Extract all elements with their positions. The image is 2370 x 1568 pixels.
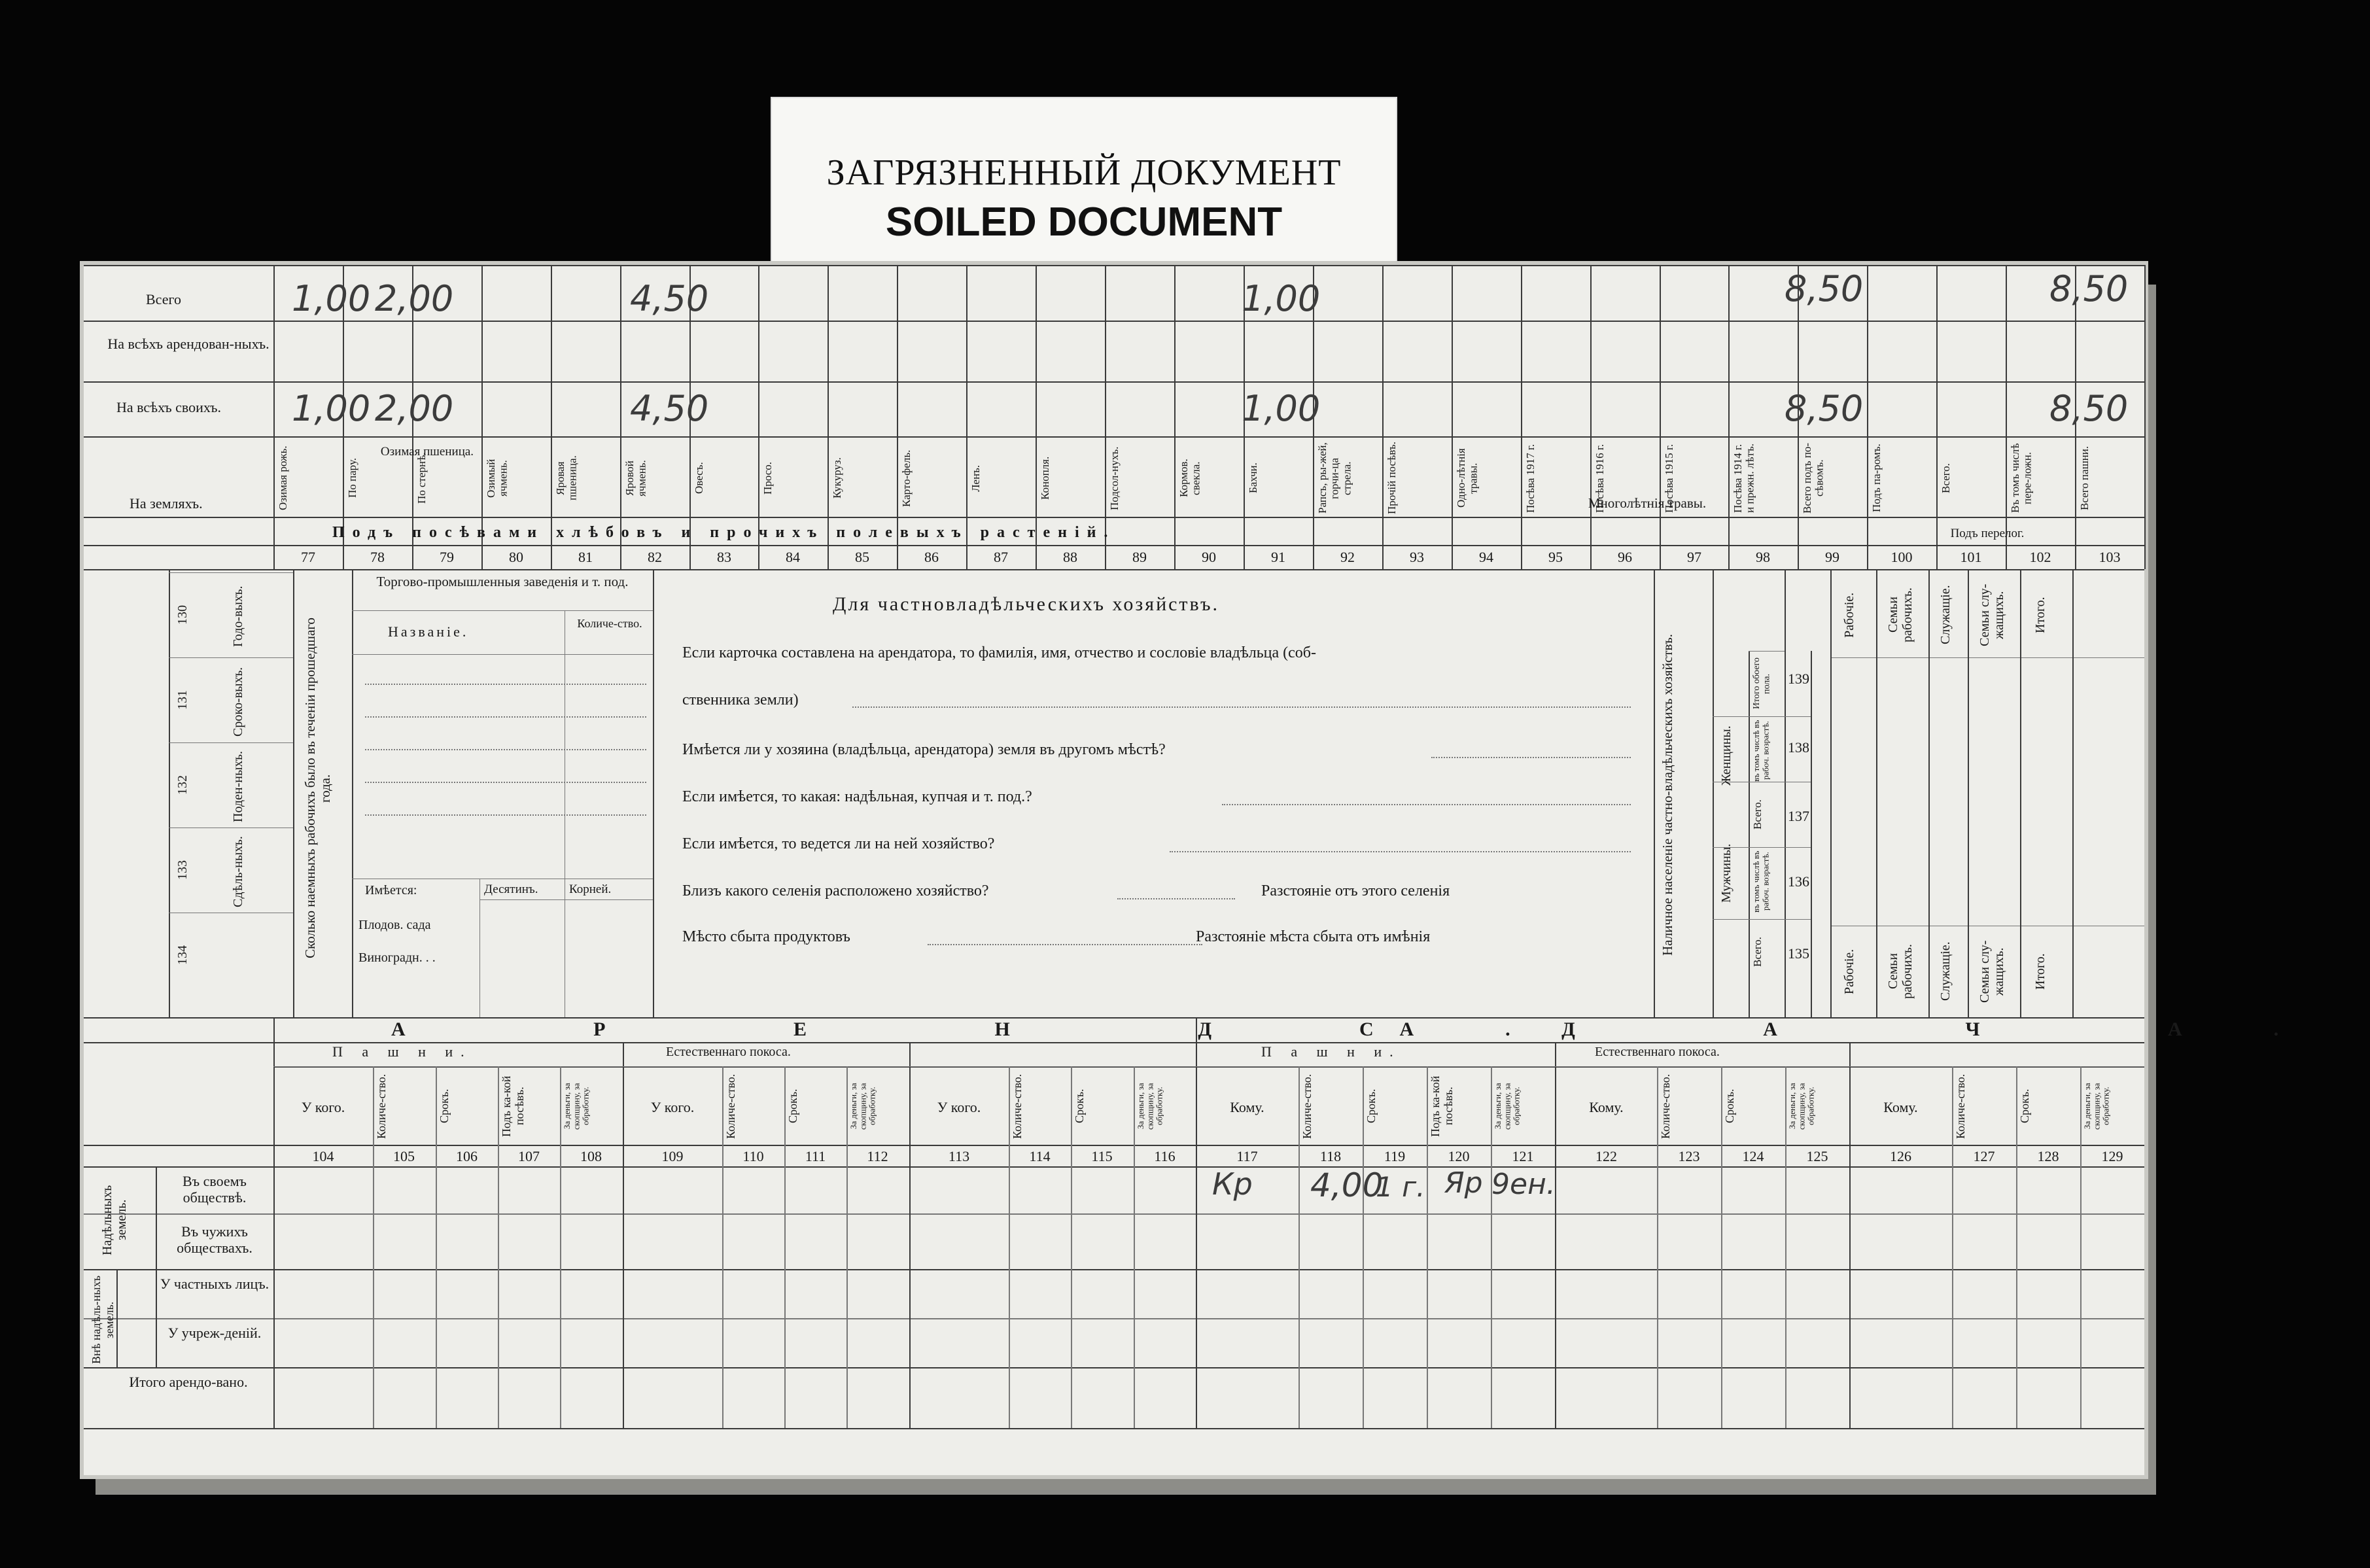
row-total-rented: Итого арендо-вано. xyxy=(129,1374,248,1390)
bottom-col-number: 123 xyxy=(1678,1148,1700,1164)
bottom-col-number: 125 xyxy=(1806,1148,1828,1164)
hw-own-4: 1,00 xyxy=(1242,388,1321,429)
bottom-col-line xyxy=(1071,1066,1072,1428)
bottom-col-number: 124 xyxy=(1742,1148,1764,1164)
bottom-col-number: 129 xyxy=(2101,1148,2123,1164)
top-col-header: Ленъ. xyxy=(969,464,982,492)
orchard-label: Плодов. сада xyxy=(358,918,431,932)
hw-komu: Кр xyxy=(1212,1166,1253,1202)
top-col-number: 91 xyxy=(1271,549,1285,565)
col-worker-families: Семьи рабочихъ. xyxy=(1886,587,1915,642)
bottom-col-header: Подъ ка-кой посѣвъ. xyxy=(1429,1075,1455,1137)
bottom-col-line xyxy=(1721,1066,1722,1428)
bottom-col-header: Кому. xyxy=(1230,1099,1264,1115)
bottom-subheader-line xyxy=(273,1066,2144,1067)
top-col-header: Озимая рожь. xyxy=(277,445,289,511)
bottom-col-number: 118 xyxy=(1319,1148,1342,1164)
bottom-col-header: Срокъ. xyxy=(1365,1089,1378,1124)
top-col-number: 92 xyxy=(1340,549,1355,565)
bottom-col-number: 121 xyxy=(1512,1148,1534,1164)
bottom-col-line xyxy=(373,1066,374,1428)
trade-qty-header: Количе-ство. xyxy=(577,617,642,630)
col-135: 135 xyxy=(1788,945,1809,962)
top-col-header: Посѣва 1914 г. и прежн. лѣтъ. xyxy=(1732,443,1756,514)
bottom-col-number: 104 xyxy=(312,1148,334,1164)
col-employees: Служащіе. xyxy=(1938,585,1953,645)
top-col-line xyxy=(1174,265,1176,569)
top-col-header: Озимый ячмень. xyxy=(485,459,510,498)
top-col-number: 95 xyxy=(1548,549,1563,565)
top-col-number: 85 xyxy=(855,549,869,565)
top-col-header: Кормов. свекла. xyxy=(1177,459,1202,498)
row-rented: На всѣхъ арендован-ныхъ. xyxy=(107,336,270,352)
bottom-col-line xyxy=(1363,1066,1364,1428)
bottom-col-line xyxy=(560,1066,561,1428)
bottom-col-number: 122 xyxy=(1595,1148,1617,1164)
bottom-col-header: У кого. xyxy=(650,1099,695,1115)
top-col-number: 81 xyxy=(578,549,593,565)
bottom-col-header: Кому. xyxy=(1589,1099,1624,1115)
top-col-header: Посѣва 1916 г. xyxy=(1594,444,1606,513)
top-col-number: 78 xyxy=(370,549,385,565)
bottom-col-line xyxy=(846,1066,848,1428)
top-col-header: Бахчи. xyxy=(1247,462,1259,494)
bottom-col-line xyxy=(1657,1066,1658,1428)
top-col-line xyxy=(1660,265,1661,569)
hired-col-number: 130 xyxy=(175,605,190,625)
top-col-header: Подъ па-ромъ. xyxy=(1870,444,1883,513)
col-workers: Рабочіе. xyxy=(1842,592,1856,638)
top-col-number: 80 xyxy=(509,549,523,565)
hw-own-5: 8,50 xyxy=(1785,388,1864,429)
hired-col-label: Сроко-выхъ. xyxy=(231,667,245,737)
top-col-number: 77 xyxy=(301,549,315,565)
col-employee-families-bottom: Семьи слу-жащихъ. xyxy=(1978,940,2006,1003)
bottom-col-header: За деньги, за скопщину, за обработку. xyxy=(2082,1083,2111,1130)
sub-fallow: Подъ перелог. xyxy=(1950,527,2025,540)
hw-own-3: 4,50 xyxy=(630,388,709,429)
bottom-col-line xyxy=(1785,1066,1786,1428)
hw-total-3: 4,50 xyxy=(630,278,709,319)
sdacha-pokos: Естественнаго покоса. xyxy=(1595,1045,1720,1059)
sub-winter-wheat: Озимая пшеница. xyxy=(380,445,474,459)
women-label: Женщины. xyxy=(1719,725,1734,786)
bottom-col-header: За деньги, за скопщину, за обработку. xyxy=(1136,1083,1164,1130)
bottom-col-header: Срокъ. xyxy=(1723,1089,1736,1124)
men-working-label: въ томъ числѣ въ рабоч. возрастѣ. xyxy=(1751,850,1771,913)
bottom-col-header: Срокъ. xyxy=(2018,1089,2031,1124)
col-total-bottom: Итого. xyxy=(2033,953,2048,990)
top-col-line xyxy=(1382,265,1384,569)
desyatin-header: Десятинъ. xyxy=(484,882,538,896)
trade-name-header: Названіе. xyxy=(388,623,469,640)
q-market: Мѣсто сбыта продуктовъ xyxy=(682,928,850,945)
top-col-number: 102 xyxy=(2029,549,2051,565)
row-own: На всѣхъ своихъ. xyxy=(116,399,221,415)
bottom-col-line xyxy=(1491,1066,1492,1428)
top-col-line xyxy=(2006,265,2007,569)
top-col-number: 90 xyxy=(1202,549,1216,565)
korney-header: Корней. xyxy=(569,882,612,896)
bottom-col-header: Количе-ство. xyxy=(724,1073,737,1139)
stamp-russian: ЗАГРЯЗНЕННЫЙ ДОКУМЕНТ xyxy=(826,152,1342,193)
col-136: 136 xyxy=(1788,873,1809,890)
top-col-number: 99 xyxy=(1825,549,1839,565)
row-private-persons: У частныхъ лицъ. xyxy=(160,1276,270,1292)
arenda-pokos: Естественнаго покоса. xyxy=(666,1045,791,1059)
top-col-line xyxy=(2144,265,2146,569)
bottom-col-line xyxy=(1952,1066,1953,1428)
bottom-col-header: За деньги, за скопщину, за обработку. xyxy=(562,1083,591,1130)
bottom-col-line xyxy=(436,1066,437,1428)
top-col-header: Всего. xyxy=(1940,463,1952,493)
population-label: Наличное населеніе частно-владѣльческихъ хозяйствъ. xyxy=(1660,634,1675,956)
col-139: 139 xyxy=(1788,671,1809,687)
top-col-header: Рапсъ, ры-жей, горчи-ца стрела. xyxy=(1316,442,1353,514)
top-col-line xyxy=(1867,265,1868,569)
bottom-col-number: 120 xyxy=(1448,1148,1470,1164)
bottom-col-line xyxy=(1134,1066,1135,1428)
bottom-col-header: Срокъ. xyxy=(1073,1089,1086,1124)
bottom-col-header: За деньги, за скопщину, за обработку. xyxy=(1787,1083,1816,1130)
arenda-title: А Р Е Н Д А. xyxy=(391,1019,1602,1040)
col-worker-families-bottom: Семьи рабочихъ. xyxy=(1886,944,1915,999)
bottom-col-number: 113 xyxy=(948,1148,970,1164)
top-col-header: Посѣва 1917 г. xyxy=(1524,444,1537,513)
col-total: Итого. xyxy=(2033,597,2048,633)
bottom-col-number: 106 xyxy=(456,1148,478,1164)
q-market-distance: Разстояніе мѣста сбыта отъ имѣнія xyxy=(1196,928,1431,945)
top-col-number: 89 xyxy=(1132,549,1147,565)
bottom-col-number: 105 xyxy=(393,1148,415,1164)
bottom-col-line xyxy=(784,1066,786,1428)
workers-question: Сколько наемныхъ рабочихъ было въ теченіи прошедшаго года. xyxy=(302,618,334,959)
bottom-col-line xyxy=(1298,1066,1300,1428)
bottom-col-header: Количе-ство. xyxy=(375,1073,388,1139)
women-total-label: Всего. xyxy=(1751,799,1764,829)
bottom-col-number: 108 xyxy=(580,1148,602,1164)
hired-col-label: Сдѣль-ныхъ. xyxy=(231,836,245,907)
row-institutions: У учреж-деній. xyxy=(167,1325,262,1341)
top-col-header: Овесъ. xyxy=(693,462,705,495)
group-outside: Внѣ надѣль-ныхъ земель. xyxy=(90,1276,116,1364)
top-col-header: Въ томъ числѣ пере-ложн. xyxy=(2009,443,2034,514)
row-own-society: Въ своемъ обществѣ. xyxy=(183,1173,247,1206)
top-col-number: 83 xyxy=(717,549,731,565)
hw-srok: 1 г. xyxy=(1376,1171,1425,1203)
bottom-col-number: 114 xyxy=(1029,1148,1051,1164)
bottom-col-header: За деньги, за скопщину, за обработку. xyxy=(1493,1083,1522,1130)
women-working-label: въ томъ числѣ въ рабоч. возрастѣ. xyxy=(1751,720,1771,782)
hired-row-line xyxy=(169,572,293,573)
men-label: Мужчины. xyxy=(1719,843,1734,903)
top-col-number: 79 xyxy=(440,549,454,565)
hired-col-number: 133 xyxy=(175,860,190,880)
hired-row-line xyxy=(169,742,293,743)
soiled-document-label xyxy=(771,97,1397,271)
col-137: 137 xyxy=(1788,808,1809,824)
bottom-col-header: Количе-ство. xyxy=(1954,1073,1967,1139)
hw-kolich: 4,00 xyxy=(1310,1166,1384,1204)
sub-perennial: Многолѣтнія травы. xyxy=(1588,495,1707,511)
hired-col-label: Годо-выхъ. xyxy=(231,585,245,648)
bottom-col-number: 107 xyxy=(518,1148,540,1164)
top-col-header: Просо. xyxy=(761,462,774,495)
bottom-col-number: 127 xyxy=(1973,1148,1995,1164)
bottom-col-number: 116 xyxy=(1154,1148,1176,1164)
top-col-number: 97 xyxy=(1687,549,1701,565)
q-owner-a: Если карточка составлена на арендатора, то фамилія, имя, отчество и сословіе владѣльца (соб- xyxy=(682,644,1317,661)
census-card xyxy=(84,265,2370,1475)
arenda-pashni: П а ш н и. xyxy=(332,1043,472,1060)
bottom-col-header: Подъ ка-кой посѣвъ. xyxy=(500,1075,526,1137)
bottom-col-line xyxy=(2080,1066,2082,1428)
trade-title: Торгово-промышленныя заведенія и т. под. xyxy=(376,574,629,589)
q-other-land: Имѣется ли у хозяина (владѣльца, арендатора) земля въ другомъ мѣстѣ? xyxy=(682,741,1166,758)
q-village-distance: Разстояніе отъ этого селенія xyxy=(1261,882,1450,899)
top-col-header: Посѣва 1915 г. xyxy=(1663,444,1675,513)
men-total-label: Всего. xyxy=(1751,937,1764,967)
top-col-line xyxy=(1452,265,1453,569)
top-col-header: Яровая пшеница. xyxy=(554,455,579,501)
bottom-col-header: Количе-ство. xyxy=(1300,1073,1314,1139)
vineyard-label: Виноградн. . . xyxy=(358,950,436,965)
top-col-header: Прочій посѣвъ. xyxy=(1385,442,1398,515)
hw-own-6: 8,50 xyxy=(2049,388,2129,429)
bottom-col-header: У кого. xyxy=(301,1099,345,1115)
top-col-header: Кукуруз. xyxy=(831,457,843,499)
top-col-line xyxy=(1728,265,1730,569)
top-col-number: 103 xyxy=(2099,549,2121,565)
bottom-col-line xyxy=(722,1066,723,1428)
bottom-col-header: Количе-ство. xyxy=(1011,1073,1024,1139)
hw-own-1: 1,00 xyxy=(292,388,371,429)
bottom-col-number: 115 xyxy=(1091,1148,1113,1164)
q-owner-b: ственника земли) xyxy=(682,691,799,708)
grand-total-label: Итого обоего пола. xyxy=(1752,657,1772,710)
col-138: 138 xyxy=(1788,739,1809,756)
bottom-col-header: Срокъ. xyxy=(438,1089,451,1124)
sdacha-title: С Д А Ч А. xyxy=(1359,1019,2370,1040)
bottom-col-number: 109 xyxy=(661,1148,684,1164)
row-other-societies: Въ чужихъ обществахъ. xyxy=(177,1223,253,1257)
top-col-header: Всего пашни. xyxy=(2078,445,2091,511)
bottom-col-header: У кого. xyxy=(937,1099,981,1115)
has-label: Имѣется: xyxy=(365,883,417,897)
top-col-number: 84 xyxy=(786,549,800,565)
top-col-number: 82 xyxy=(648,549,662,565)
hired-col-label: Поден-ныхъ. xyxy=(231,751,245,823)
hw-total-4: 1,00 xyxy=(1242,278,1321,319)
bottom-col-header: За деньги, за скопщину, за обработку. xyxy=(848,1083,877,1130)
top-col-header: Одно-лѣтнія травы. xyxy=(1455,448,1480,508)
group-allotment: Надѣльныхъ земель. xyxy=(100,1185,129,1255)
top-col-number: 101 xyxy=(1960,549,1982,565)
bottom-col-line xyxy=(1009,1066,1010,1428)
top-col-header: Всего подъ по-сѣвомъ. xyxy=(1801,443,1826,514)
q-farming: Если имѣется, то ведется ли на ней хозяйство? xyxy=(682,835,995,852)
top-col-header: По пару. xyxy=(346,458,358,498)
bottom-col-number: 112 xyxy=(867,1148,888,1164)
bottom-col-number: 119 xyxy=(1384,1148,1406,1164)
top-col-line xyxy=(1590,265,1592,569)
top-band: Подъ посѣвами хлѣбовъ и прочихъ полевыхъ растеній. xyxy=(332,524,1116,541)
bottom-col-header: Кому. xyxy=(1883,1099,1918,1115)
top-col-number: 93 xyxy=(1410,549,1424,565)
hw-posev: Яр xyxy=(1444,1166,1483,1200)
col-employee-families: Семьи слу-жащихъ. xyxy=(1978,584,2006,646)
top-col-header: Конопля. xyxy=(1039,456,1051,500)
hired-row-line xyxy=(169,657,293,658)
bottom-col-header: Срокъ. xyxy=(786,1089,799,1124)
q-village: Близъ какого селенія расположено хозяйство? xyxy=(682,882,989,899)
hired-col-number: 132 xyxy=(175,775,190,795)
row-total: Всего xyxy=(146,291,181,307)
hw-total-5: 8,50 xyxy=(1785,268,1864,309)
top-col-header: Яровой ячмень. xyxy=(623,460,648,497)
top-col-number: 88 xyxy=(1063,549,1077,565)
bottom-col-number: 117 xyxy=(1236,1148,1258,1164)
top-col-line xyxy=(273,265,275,569)
top-col-line xyxy=(1936,265,1938,569)
hired-col-number: 131 xyxy=(175,690,190,710)
bottom-col-line xyxy=(2016,1066,2017,1428)
top-col-number: 96 xyxy=(1618,549,1632,565)
bottom-col-header: Количе-ство. xyxy=(1659,1073,1672,1139)
bottom-col-number: 126 xyxy=(1890,1148,1911,1164)
hw-total-6: 8,50 xyxy=(2049,268,2129,309)
hw-total-1: 1,00 xyxy=(292,278,371,319)
top-col-header: Подсол-нухъ. xyxy=(1108,446,1121,510)
top-col-number: 100 xyxy=(1891,549,1913,565)
hw-total-2: 2,00 xyxy=(375,278,454,319)
bottom-col-number: 110 xyxy=(742,1148,764,1164)
stamp-english: SOILED DOCUMENT xyxy=(885,200,1283,245)
col-workers-bottom: Рабочіе. xyxy=(1842,949,1856,994)
bottom-col-line xyxy=(1427,1066,1428,1428)
bottom-col-line xyxy=(498,1066,499,1428)
top-col-header: По стернѣ. xyxy=(415,452,428,504)
hired-col-number: 134 xyxy=(175,945,190,965)
top-col-line xyxy=(1521,265,1522,569)
hw-dengi: 9ен. xyxy=(1491,1168,1556,1201)
bottom-col-number: 111 xyxy=(805,1148,826,1164)
top-col-header: Карто-фель. xyxy=(900,449,913,507)
top-col-number: 94 xyxy=(1479,549,1493,565)
top-col-number: 86 xyxy=(924,549,939,565)
hw-own-2: 2,00 xyxy=(375,388,454,429)
top-col-number: 87 xyxy=(994,549,1008,565)
sdacha-pashni: П а ш н и. xyxy=(1261,1043,1401,1060)
row-on-lands: На земляхъ. xyxy=(130,495,203,512)
private-farms-title: Для частновладѣльческихъ хозяйствъ. xyxy=(833,593,1219,615)
bottom-col-number: 128 xyxy=(2037,1148,2059,1164)
col-employees-bottom: Служащіе. xyxy=(1938,941,1953,1002)
q-land-type: Если имѣется, то какая: надѣльная, купчая и т. под.? xyxy=(682,788,1032,805)
top-col-number: 98 xyxy=(1756,549,1770,565)
